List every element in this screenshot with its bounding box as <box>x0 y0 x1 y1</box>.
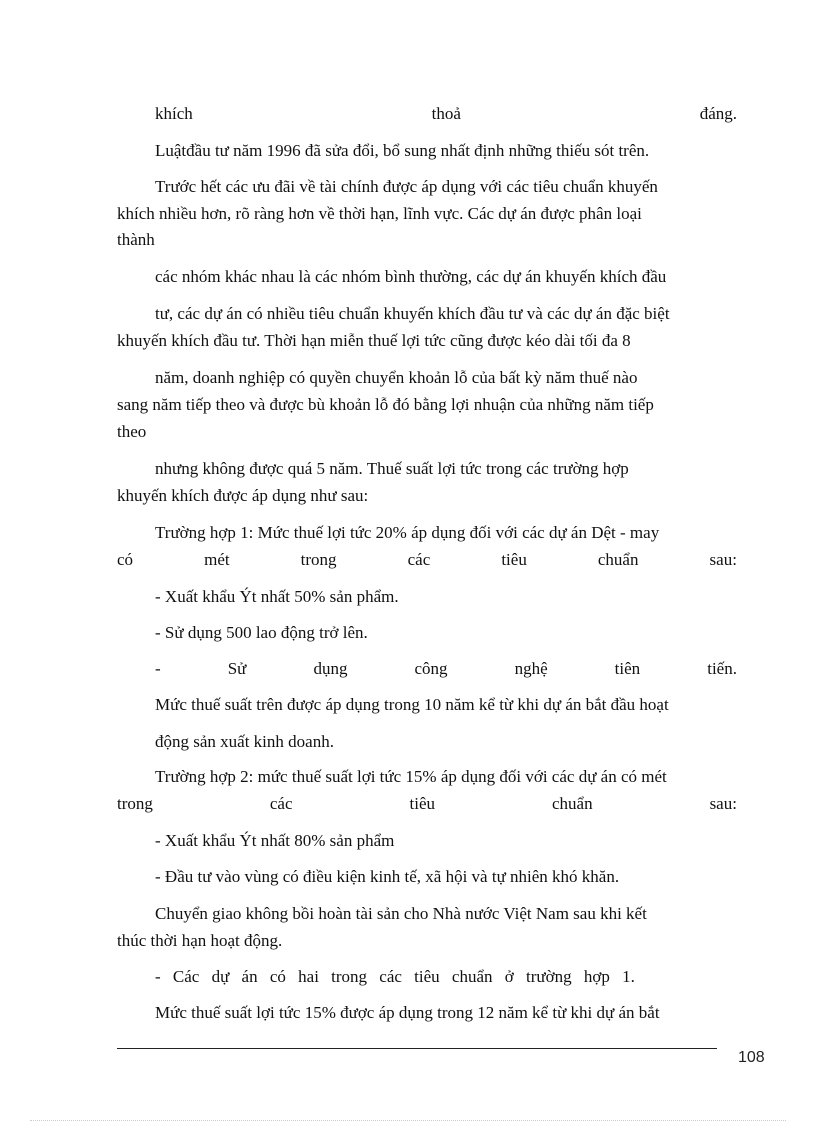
word: - <box>155 659 161 678</box>
word: tiến. <box>707 659 737 678</box>
word: mét <box>204 550 230 569</box>
word: tiêu <box>409 794 435 813</box>
paragraph-line: Trường hợp 1: Mức thuế lợi tức 20% áp dụng đối với các dự án Dệt - may <box>155 523 660 542</box>
paragraph-line: Mức thuế suất trên được áp dụng trong 10 năm kể từ khi dự án bắt đầu hoạt <box>155 695 669 714</box>
paragraph-line <box>155 103 737 125</box>
word: các <box>269 794 293 813</box>
paragraph-line: khích nhiều hơn, rõ ràng hơn về thời hạn, lĩnh vực. Các dự án được phân loại <box>117 204 642 223</box>
paragraph-line: Mức thuế suất lợi tức 15% được áp dụng trong 12 năm kể từ khi dự án bắt <box>155 1003 660 1022</box>
paragraph-line: tư, các dự án có nhiều tiêu chuẩn khuyến khích đầu tư và các dự án đặc biệt <box>155 304 670 323</box>
word: sau: <box>709 794 737 813</box>
word: thoả <box>431 104 461 123</box>
paragraph-line: Trước hết các ưu đãi về tài chính được áp dụng với các tiêu chuẩn khuyến <box>155 177 658 196</box>
paragraph-line: theo <box>117 422 147 441</box>
paragraph-line <box>117 793 737 815</box>
word: chuẩn <box>551 794 593 813</box>
paragraph-line: động sản xuất kinh doanh. <box>155 732 334 751</box>
word: các <box>407 550 431 569</box>
word: tiên <box>614 659 641 678</box>
list-item <box>155 658 737 680</box>
word: sau: <box>709 550 737 569</box>
page-number: 108 <box>738 1049 765 1066</box>
paragraph-line: Chuyển giao không bồi hoàn tài sản cho Nhà nước Việt Nam sau khi kết <box>155 904 647 923</box>
word: tiêu <box>501 550 527 569</box>
page-edge-divider <box>30 1120 786 1121</box>
paragraph-line <box>117 549 737 571</box>
footer-rule <box>117 1048 717 1049</box>
word: công <box>414 659 448 678</box>
paragraph-line: các nhóm khác nhau là các nhóm bình thường, các dự án khuyến khích đầu <box>155 267 667 286</box>
list-item: - Xuất khẩu Ýt nhất 50% sản phẩm. <box>155 587 399 606</box>
word: trong <box>117 794 153 813</box>
word: đáng. <box>699 104 737 123</box>
paragraph-line: khuyến khích được áp dụng như sau: <box>117 486 369 505</box>
word: khích <box>155 104 193 123</box>
paragraph-line: nhưng không được quá 5 năm. Thuế suất lợi tức trong các trường hợp <box>155 459 629 478</box>
paragraph-line: năm, doanh nghiệp có quyền chuyển khoản lỗ của bất kỳ năm thuế nào <box>155 368 638 387</box>
list-item: - Các dự án có hai trong các tiêu chuẩn ở trường hợp 1. <box>155 967 635 986</box>
word: có <box>117 550 134 569</box>
paragraph-line: thành <box>117 230 155 249</box>
list-item: - Xuất khẩu Ýt nhất 80% sản phẩm <box>155 831 395 850</box>
list-item: - Sử dụng 500 lao động trở lên. <box>155 623 368 642</box>
word: nghệ <box>514 659 548 678</box>
paragraph-line: thúc thời hạn hoạt động. <box>117 931 283 950</box>
list-item: - Đầu tư vào vùng có điều kiện kinh tế, xã hội và tự nhiên khó khăn. <box>155 867 620 886</box>
word: dụng <box>313 659 348 678</box>
word: Sử <box>227 659 247 678</box>
word: trong <box>300 550 337 569</box>
paragraph-line: Trường hợp 2: mức thuế suất lợi tức 15% áp dụng đối với các dự án có mét <box>155 767 667 786</box>
paragraph-line: sang năm tiếp theo và được bù khoản lỗ đó bằng lợi nhuận của những năm tiếp <box>117 395 654 414</box>
paragraph-line: Luậtđầu tư năm 1996 đã sửa đổi, bổ sung nhất định những thiếu sót trên. <box>155 141 650 160</box>
paragraph-line: khuyến khích đầu tư. Thời hạn miễn thuế lợi tức cũng được kéo dài tối đa 8 <box>117 331 631 350</box>
word: chuẩn <box>597 550 639 569</box>
